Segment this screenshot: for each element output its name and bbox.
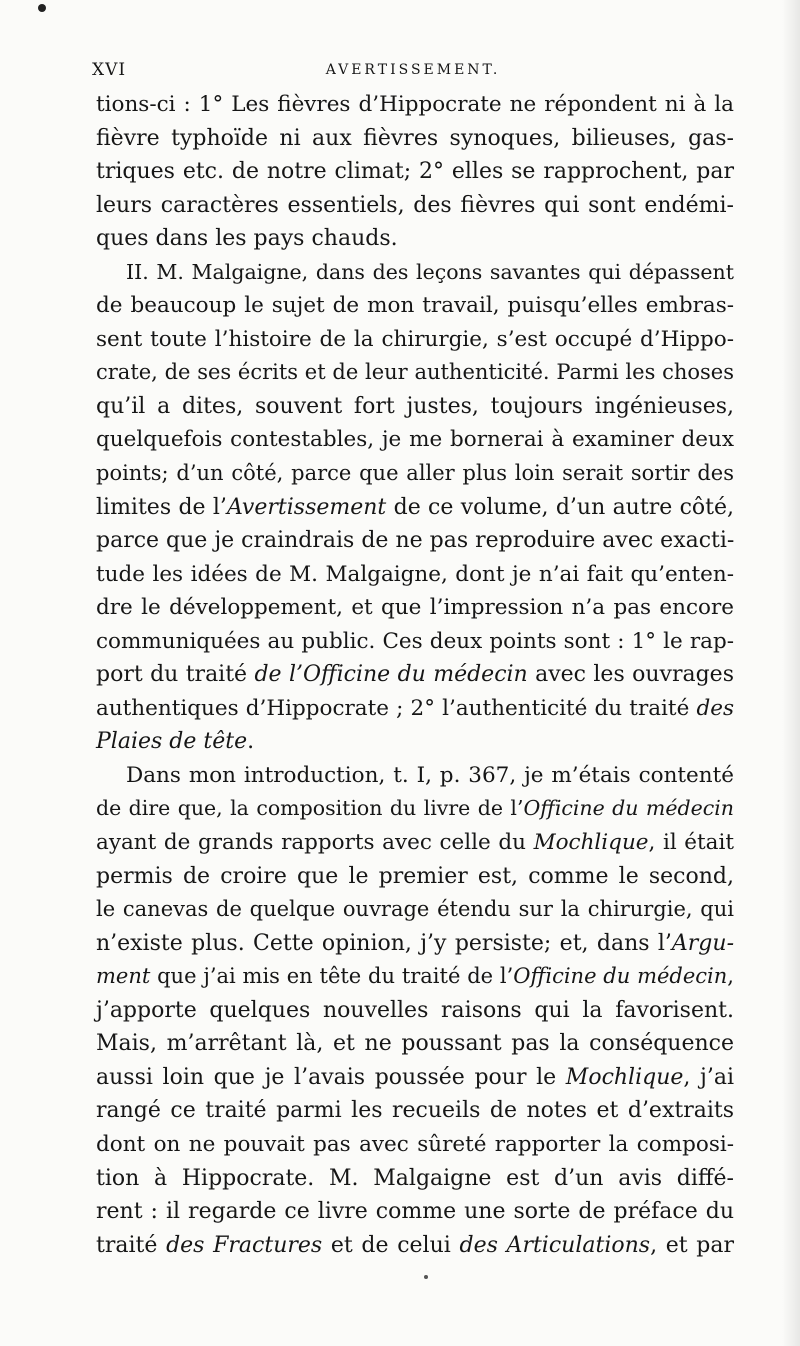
text-run: rangé ce traité parmi les recueils de notes et d’extraits [96,1098,734,1124]
text-run: et de celui [322,1232,460,1258]
text-line [96,893,734,927]
text-line [96,1128,734,1162]
text-line [96,256,734,290]
text-line [96,792,734,826]
text-run: le canevas de quelque ouvrage étendu sur la chirurgie, qui [96,897,734,922]
italic-text: Officine du médecin [513,964,728,989]
text-run: Dans mon introduction, t. I, p. 367, je m’étais contenté [126,762,734,788]
text-run: limites de l’ [96,494,227,520]
text-run: Mais, m’arrêtant là, et ne poussant pas la conséquence [96,1031,734,1057]
text-run: leurs caractères essentiels, des fièvres qui sont endémi- [96,192,734,218]
text-line [96,994,734,1028]
text-line [96,1162,734,1196]
text-run: de dire que, la composition du livre de l’ [96,796,524,821]
text-run: , il était [648,830,735,856]
text-run: parce que je craindrais de ne pas reproduire avec exacti- [96,528,735,554]
text-run: aussi loin que je l’avais poussée pour le [96,1064,566,1090]
ink-speck [424,1275,428,1279]
italic-text: ment [96,964,151,989]
text-run: quelquefois contestables, je me bornerai à examiner deux [96,427,734,453]
text-line [96,1195,734,1229]
text-run: j’apporte quelques nouvelles raisons qui la favorisent. [96,997,734,1023]
text-line [96,189,734,223]
body-text [96,88,734,1262]
text-run: permis de croire que le premier est, comme le second, [96,863,734,889]
text-run: triques etc. de notre climat; 2° elles se rapprochent, par [96,159,734,185]
text-line [96,860,734,894]
text-line [96,658,734,692]
text-run: ques dans les pays chauds. [96,226,398,252]
text-run: , j’ai [683,1064,735,1090]
text-run: II. M. Malgaigne, dans des leçons savantes qui dépassent [126,259,734,284]
page-number: XVI [92,60,127,80]
text-line [96,122,734,156]
text-run: traité [96,1232,167,1258]
italic-text: des [696,695,734,721]
text-run: de beaucoup le sujet de mon travail, puisqu’elles embras- [96,293,734,319]
italic-text: Officine du médecin [523,796,734,821]
text-run: ayant de grands rapports avec celle du [96,830,534,856]
text-line [96,390,734,424]
text-run: n’existe plus. Cette opinion, j’y persiste; et, dans l’ [96,930,672,956]
italic-text: Avertissement [226,494,387,520]
text-line [96,1061,734,1095]
text-run: tion à Hippocrate. M. Malgaigne est d’un avis diffé- [96,1165,734,1191]
text-run: rent : il regarde ce livre comme une sorte de préface du [96,1199,734,1225]
text-line [96,826,734,860]
text-run: que j’ai mis en tête du traité de l’ [150,964,514,989]
italic-text: des Articulations [459,1232,651,1258]
text-run: authentiques d’Hippocrate ; 2° l’authenticité du traité [96,695,697,721]
text-line [96,759,734,793]
text-run: fièvre typhoïde ni aux fièvres synoques, bilieuses, gas- [96,125,734,151]
text-line [96,423,734,457]
text-line [96,558,734,592]
text-line [96,725,734,759]
text-line [96,323,734,357]
text-line [96,356,734,390]
text-run: points; d’un côté, parce que aller plus loin serait sortir des [96,461,734,486]
text-run: dont on ne pouvait pas avec sûreté rapporter la composi- [96,1131,734,1157]
text-run: tions-ci : 1° Les fièvres d’Hippocrate ne répondent ni à la [96,92,734,117]
italic-text: des Fractures [166,1232,323,1258]
text-line [96,692,734,726]
text-line [96,625,734,659]
italic-text: Mochlique [533,830,649,856]
text-run: tude les idées de M. Malgaigne, dont je n’ai fait qu’enten- [96,561,734,587]
text-run: port du traité [96,662,255,688]
text-line [96,927,734,961]
text-run: crate, de ses écrits et de leur authenticité. Parmi les choses [96,360,734,385]
text-run: dre le développement, et que l’impression n’a pas encore [96,595,734,621]
text-run: sent toute l’histoire de la chirurgie, s’est occupé d’Hippo- [96,326,734,352]
text-run: . [247,729,255,755]
text-line [96,222,734,256]
text-line [96,591,734,625]
running-title: AVERTISSEMENT. [325,62,501,78]
text-run: avec les ouvrages [527,662,734,688]
text-line [96,1027,734,1061]
text-run: de ce volume, d’un autre côté, [386,494,734,520]
italic-text: de l’Officine du médecin [254,662,528,688]
text-run: , [727,964,734,989]
ink-speck [38,4,46,12]
text-line [96,289,734,323]
text-line [96,1094,734,1128]
text-run: , et par [650,1232,734,1258]
text-line [96,960,734,994]
text-line [96,491,734,525]
text-line [96,457,734,491]
running-head [92,60,734,84]
italic-text: Plaies de tête [96,729,248,755]
text-line [96,1229,734,1263]
italic-text: Mochlique [565,1064,684,1090]
text-line [96,155,734,189]
text-run: communiquées au public. Ces deux points sont : 1° le rap- [96,628,734,654]
text-run: qu’il a dites, souvent fort justes, toujours ingénieuses, [96,393,734,419]
italic-text: Argu- [671,930,734,956]
text-line [96,88,734,122]
text-line [96,524,734,558]
page-edge-shadow [782,0,800,1346]
